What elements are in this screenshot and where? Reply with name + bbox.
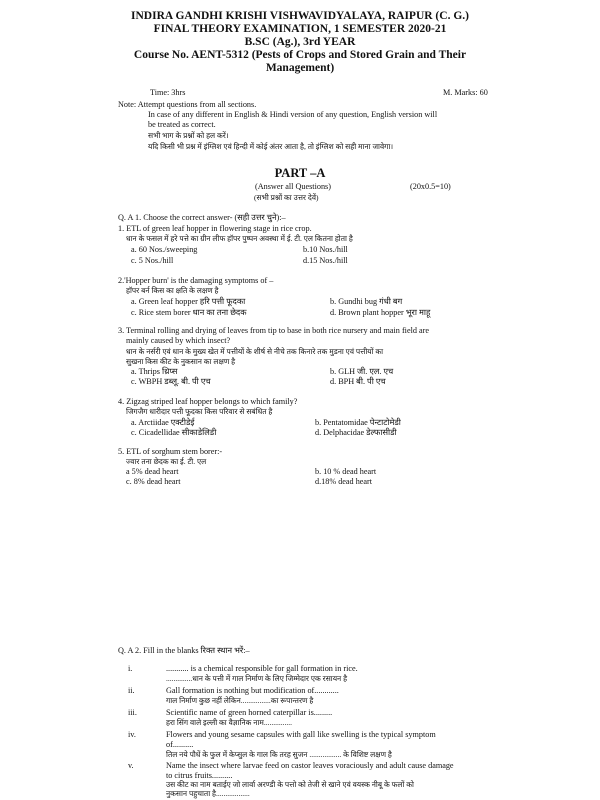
q4-text: 4. Zigzag striped leaf hopper belongs to which family? [118, 397, 298, 406]
q2-text-hindi: हॉपर बर्न किस का क्षति के लक्षण है [126, 286, 219, 295]
degree-year: B.SC (Ag.), 3rd YEAR [244, 36, 356, 48]
q1-option-d: d.15 Nos./hill [303, 256, 348, 265]
q3-option-d: d. BPH बी. पी एच [330, 377, 386, 386]
q5-option-b: b. 10 % dead heart [315, 467, 377, 476]
q2-option-c: c. Rice stem borer धान का तना छेदक [131, 308, 247, 317]
exam-title: FINAL THEORY EXAMINATION, 1 SEMESTER 2020-21 [153, 23, 447, 35]
q4-option-a: a. Arctiidae एक्टीडेई [131, 418, 195, 427]
blank-text: Flowers and young sesame capsules with gall like swelling is the typical symptom [166, 730, 436, 739]
blank-text-hindi: हरा सिंग वाले इल्ली का वैज्ञानिक नाम............... [166, 718, 292, 727]
q3-text-hindi: धान के नर्सरी एवं धान के मुख्य खेत में पत्तीयों के शीर्ष से नीचे तक किनारे तक मुडना एवं पत्तीयों का [126, 347, 384, 356]
part-a-marks: (20x0.5=10) [410, 182, 451, 191]
q2-option-a: a. Green leaf hopper हरि पत्ती फूदका [131, 297, 246, 306]
part-a-instruction-hindi: (सभी प्रश्नों का उत्तर देवें) [254, 193, 319, 202]
q1-option-a: a. 60 Nos./sweeping [131, 245, 198, 254]
q4-option-c: c. Cicadellidae सीकाडेलिडी [131, 428, 217, 437]
q5-text-hindi: ज्वार तना छेदक का ई. टी. एल [126, 457, 207, 466]
blank-text: Gall formation is nothing but modification of............ [166, 686, 339, 695]
note-line-5: यदि किसी भी प्रश्न में इंग्लिश एवं हिन्दी में कोई अंतर आता है, तो इंग्लिश को सही माना जावेगा। [148, 142, 394, 151]
part-a-instruction: (Answer all Questions) [255, 182, 331, 191]
blank-text-hindi: गाल निर्माण कुछ नहीं लेकिन................का रूपान्तरण है [166, 696, 314, 705]
q3-text-2: mainly caused by which insect? [126, 336, 231, 345]
course-line: Course No. AENT-5312 (Pests of Crops and Stored Grain and Their [133, 49, 467, 61]
q1-option-b: b.10 Nos./hill [303, 245, 348, 254]
q4-text-hindi: जिगजैग धारीदार पत्ती फूदका किस परिवार से सबंधित है [126, 407, 273, 416]
note-line-1: Note: Attempt questions from all sections. [118, 100, 257, 109]
q4-option-b: b. Pentatomidae पेन्टाटोमेडी [315, 418, 401, 427]
note-line-2: In case of any different in English & Hindi version of any question, English version will [148, 110, 438, 119]
blank-number: iv. [128, 730, 136, 739]
blank-text: ........... is a chemical responsible for gall formation in rice. [166, 664, 358, 673]
q1-text: 1. ETL of green leaf hopper in flowering stage in rice crop. [118, 224, 312, 233]
q3-option-b: b. GLH जी. एल. एच [330, 367, 394, 376]
blank-text: Scientific name of green horned caterpillar is......... [166, 708, 333, 717]
blank-text-hindi: उस कीट का नाम बताईए जो लार्वा अरण्डी के पत्तो को तेजी से खाने एवं वयस्क नीबू के फलों को [166, 780, 414, 789]
blank-text-hindi-2: नुकसान पहुचाता है.................. [166, 789, 250, 798]
blank-number: i. [128, 664, 133, 673]
q5-text: 5. ETL of sorghum stem borer:- [118, 447, 223, 456]
university-name: INDIRA GANDHI KRISHI VISHWAVIDYALAYA, RAIPUR (C. G.) [131, 10, 469, 22]
blank-number: iii. [128, 708, 137, 717]
q2-text: 2.'Hopper burn' is the damaging symptoms of – [118, 276, 274, 285]
blank-text: Name the insect where larvae feed on castor leaves voraciously and adult cause damage [166, 761, 454, 770]
blank-text-hindi: तिल नये पौधें के फुल में केप्सुल के गाल कि तरह सुजन ................. के विशिष्ट लक्षण है [166, 750, 392, 759]
qa1-title: Q. A 1. Choose the correct answer- (सही उत्तर चुने):– [118, 213, 286, 222]
qa2-title: Q. A 2. Fill in the blanks रिक्त स्थान भरें:– [118, 646, 250, 655]
blank-number: v. [128, 761, 134, 770]
q4-option-d: d. Delphacidae डेल्फासीडी [315, 428, 397, 437]
blank-text-2: to citrus fruits.......... [166, 771, 233, 780]
marks-label: M. Marks: 60 [443, 88, 488, 97]
q3-option-a: a. Thrips थ्रिप्स [131, 367, 178, 376]
q1-option-c: c. 5 Nos./hill [131, 256, 174, 265]
q3-text-hindi-2: सुखना किस कीट के नुकसान का लक्षण है [126, 357, 236, 366]
note-line-3: be treated as correct. [148, 120, 216, 129]
q2-option-d: d. Brown plant hopper भूरा माहू [330, 308, 431, 317]
q5-option-a: a 5% dead heart [126, 467, 179, 476]
q5-option-c: c. 8% dead heart [126, 477, 181, 486]
note-line-4: सभी भाग के प्रश्नों को हल करें। [148, 131, 229, 140]
course-line-2: Management) [265, 62, 335, 74]
part-a-title: PART –A [274, 166, 326, 180]
q5-option-d: d.18% dead heart [315, 477, 373, 486]
blank-text-2: of.......... [166, 740, 194, 749]
q3-text: 3. Terminal rolling and drying of leaves from tip to base in both rice nursery and main field are [118, 326, 429, 335]
q2-option-b: b. Gundhi bug गंधी बग [330, 297, 403, 306]
q3-option-c: c. WBPH डब्लू. बी. पी एच [131, 377, 211, 386]
blank-number: ii. [128, 686, 135, 695]
q1-text-hindi: धान के फसल में हरे पत्ते का ग्रीन लीफ हॉपर पुष्पन अवस्था में ई. टी. एल कितना होता है [126, 234, 353, 243]
time-label: Time: 3hrs [150, 88, 186, 97]
blank-text-hindi: ..............धान के पत्ती में गाल निर्माण के लिए जिम्मेदार एक रसायन है [166, 674, 348, 683]
